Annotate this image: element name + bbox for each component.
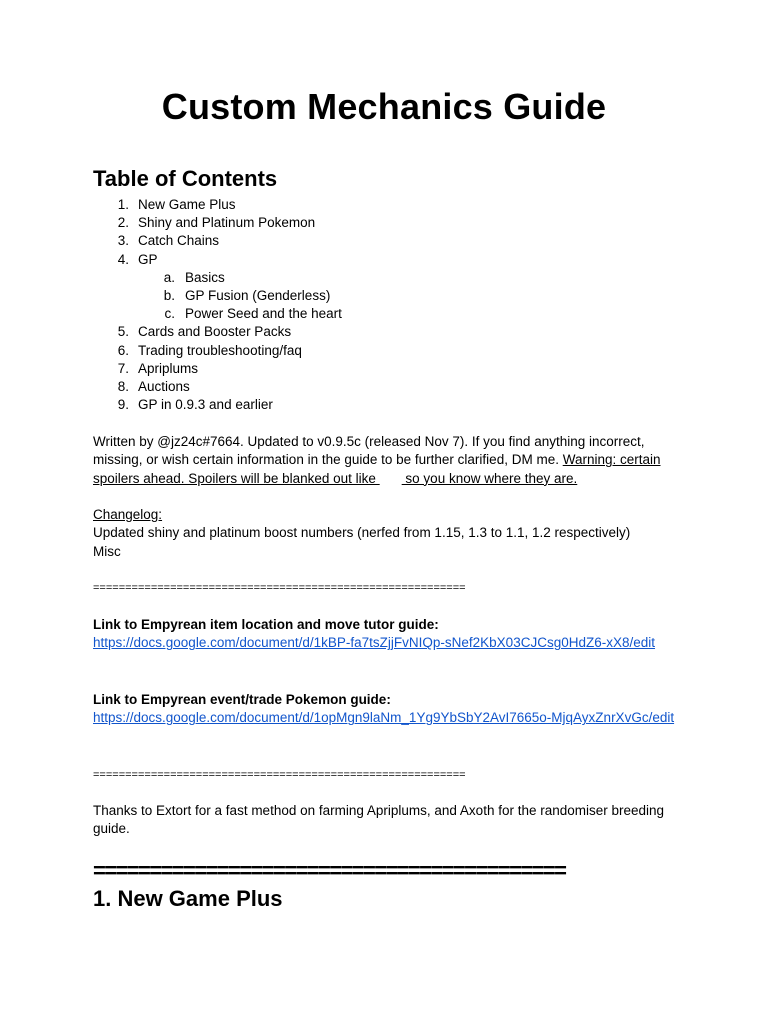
toc-item-label: GP in 0.9.3 and earlier bbox=[138, 397, 273, 413]
toc-item-number: 1. bbox=[117, 197, 129, 212]
toc-item-label: Apriplums bbox=[138, 360, 199, 376]
toc-item-number: c. bbox=[164, 306, 175, 322]
changelog-line: Updated shiny and platinum boost numbers (nerfed from 1.15, 1.3 to 1.1, 1.2 respectively) bbox=[93, 525, 631, 541]
document-title: Custom Mechanics Guide bbox=[161, 86, 607, 127]
toc-item-number: 4. bbox=[117, 251, 129, 267]
toc-item-number: b. bbox=[163, 287, 175, 303]
spoiler-warning-text: Warning: certain spoilers ahead. Spoilers will be blanked out like bbox=[93, 452, 661, 486]
toc-item-number: 7. bbox=[117, 360, 129, 376]
toc-item-number: 9. bbox=[117, 397, 129, 413]
toc-item-label: Basics bbox=[185, 269, 225, 285]
link-block-event-guide bbox=[93, 691, 683, 728]
separator: ========================================================== bbox=[93, 769, 466, 781]
toc-item-label: Auctions bbox=[138, 378, 190, 394]
item-guide-link[interactable]: https://docs.google.com/document/d/1kBP-fa7tsZjjFvNIQp-sNef2KbX03CJCsg0HdZ6-xX8/edit bbox=[93, 635, 656, 651]
link-label: Link to Empyrean item location and move tutor guide: bbox=[93, 617, 439, 632]
spoiler-warning-text-end: so you know where they are. bbox=[401, 470, 578, 486]
changelog-line: Misc bbox=[93, 543, 121, 559]
link-block-item-guide bbox=[93, 616, 683, 653]
changelog bbox=[93, 506, 683, 561]
toc-item-label: GP Fusion (Genderless) bbox=[185, 287, 331, 303]
separator: ========================================================== bbox=[93, 582, 466, 594]
intro-text: Written by @jz24c#7664. Updated to v0.9.5c (released Nov 7). If you find anything incorrect, missing, or wish certain information in the guide to be further clarified, DM me. bbox=[93, 434, 645, 468]
thanks-paragraph: Thanks to Extort for a fast method on farming Apriplums, and Axoth for the randomiser breeding guide. bbox=[93, 803, 665, 837]
toc-item-number: a. bbox=[163, 269, 175, 285]
toc-item-number: 8. bbox=[117, 378, 129, 394]
toc-item-label: Catch Chains bbox=[138, 233, 220, 249]
intro-paragraph bbox=[93, 433, 683, 488]
toc-item-label: Cards and Booster Packs bbox=[138, 324, 292, 340]
toc-item-label: Power Seed and the heart bbox=[185, 306, 342, 322]
toc-item-label: New Game Plus bbox=[138, 197, 236, 212]
toc-item-label: Trading troubleshooting/faq bbox=[138, 342, 302, 358]
toc-item-number: 6. bbox=[117, 342, 129, 358]
toc-item-number: 3. bbox=[117, 233, 129, 249]
toc-heading: Table of Contents bbox=[93, 166, 278, 191]
toc-item-number: 5. bbox=[117, 324, 129, 340]
toc-item-label: Shiny and Platinum Pokemon bbox=[138, 215, 316, 231]
changelog-heading: Changelog: bbox=[93, 507, 163, 522]
section-heading: 1. New Game Plus bbox=[93, 886, 283, 911]
event-guide-link[interactable]: https://docs.google.com/document/d/1opMgn9laNm_1Yg9YbSbY2AvI7665o-MjqAyxZnrXvGc/edit bbox=[93, 710, 675, 726]
toc-item-number: 2. bbox=[117, 215, 129, 231]
link-label: Link to Empyrean event/trade Pokemon guide: bbox=[93, 692, 391, 707]
section-separator: ========================================== bbox=[93, 858, 566, 883]
toc-item-label: GP bbox=[138, 251, 158, 267]
